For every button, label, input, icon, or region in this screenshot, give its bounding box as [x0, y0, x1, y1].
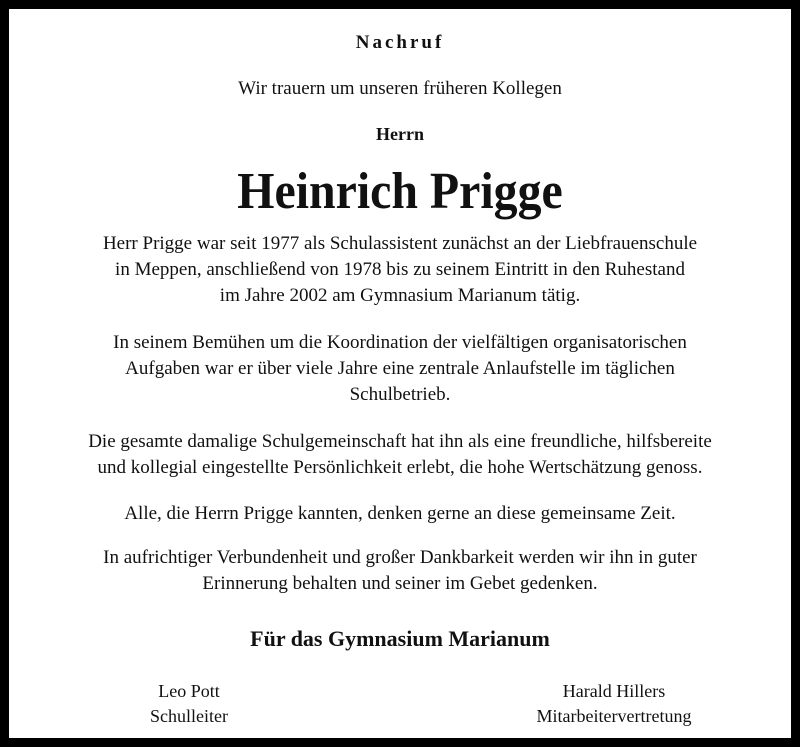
- text-line: Die gesamte damalige Schulgemeinschaft hat ihn als eine freundliche, hilfsbereite: [88, 431, 712, 452]
- paragraph-gratitude: [29, 545, 771, 597]
- signatory-right: [509, 679, 719, 729]
- paragraph-career: [29, 231, 771, 309]
- text-line: Aufgaben war er über viele Jahre eine zentrale Anlaufstelle im täglichen: [125, 358, 675, 379]
- text-line: Herr Prigge war seit 1977 als Schulassistent zunächst an der Liebfrauenschule: [102, 233, 698, 254]
- signatory-left: [109, 679, 269, 729]
- paragraph-role: [29, 330, 771, 408]
- text-line: Schulbetrieb.: [349, 384, 451, 405]
- text-line: in Meppen, anschließend von 1978 bis zu seinem Eintritt in den Ruhestand: [115, 259, 685, 280]
- paragraph-remembrance: [29, 501, 771, 527]
- text-line: In aufrichtiger Verbundenheit und großer Dankbarkeit werden wir ihn in guter: [103, 547, 697, 568]
- paragraph-community: [29, 429, 771, 481]
- deceased-name: Heinrich Prigge: [237, 163, 563, 220]
- signatory-name: Harald Hillers: [562, 681, 666, 701]
- text-line: Erinnerung behalten und seiner im Gebet gedenken.: [202, 573, 598, 594]
- text-line: im Jahre 2002 am Gymnasium Marianum tätig.: [219, 285, 581, 306]
- notice-heading: Nachruf: [355, 32, 445, 53]
- signatory-name: Leo Pott: [158, 681, 220, 701]
- intro-line: Wir trauern um unseren früheren Kollegen: [238, 78, 562, 99]
- honorific: Herrn: [376, 124, 424, 144]
- text-line: In seinem Bemühen um die Koordination der vielfältigen organisatorischen: [113, 332, 687, 353]
- text-line: Alle, die Herrn Prigge kannten, denken gerne an diese gemeinsame Zeit.: [124, 503, 676, 524]
- signatory-role: Mitarbeitervertretung: [536, 706, 692, 726]
- text-line: und kollegial eingestellte Persönlichkeit erlebt, die hohe Wertschätzung genoss.: [97, 457, 703, 478]
- closing-organization: Für das Gymnasium Marianum: [250, 626, 550, 651]
- signatory-role: Schulleiter: [150, 706, 228, 726]
